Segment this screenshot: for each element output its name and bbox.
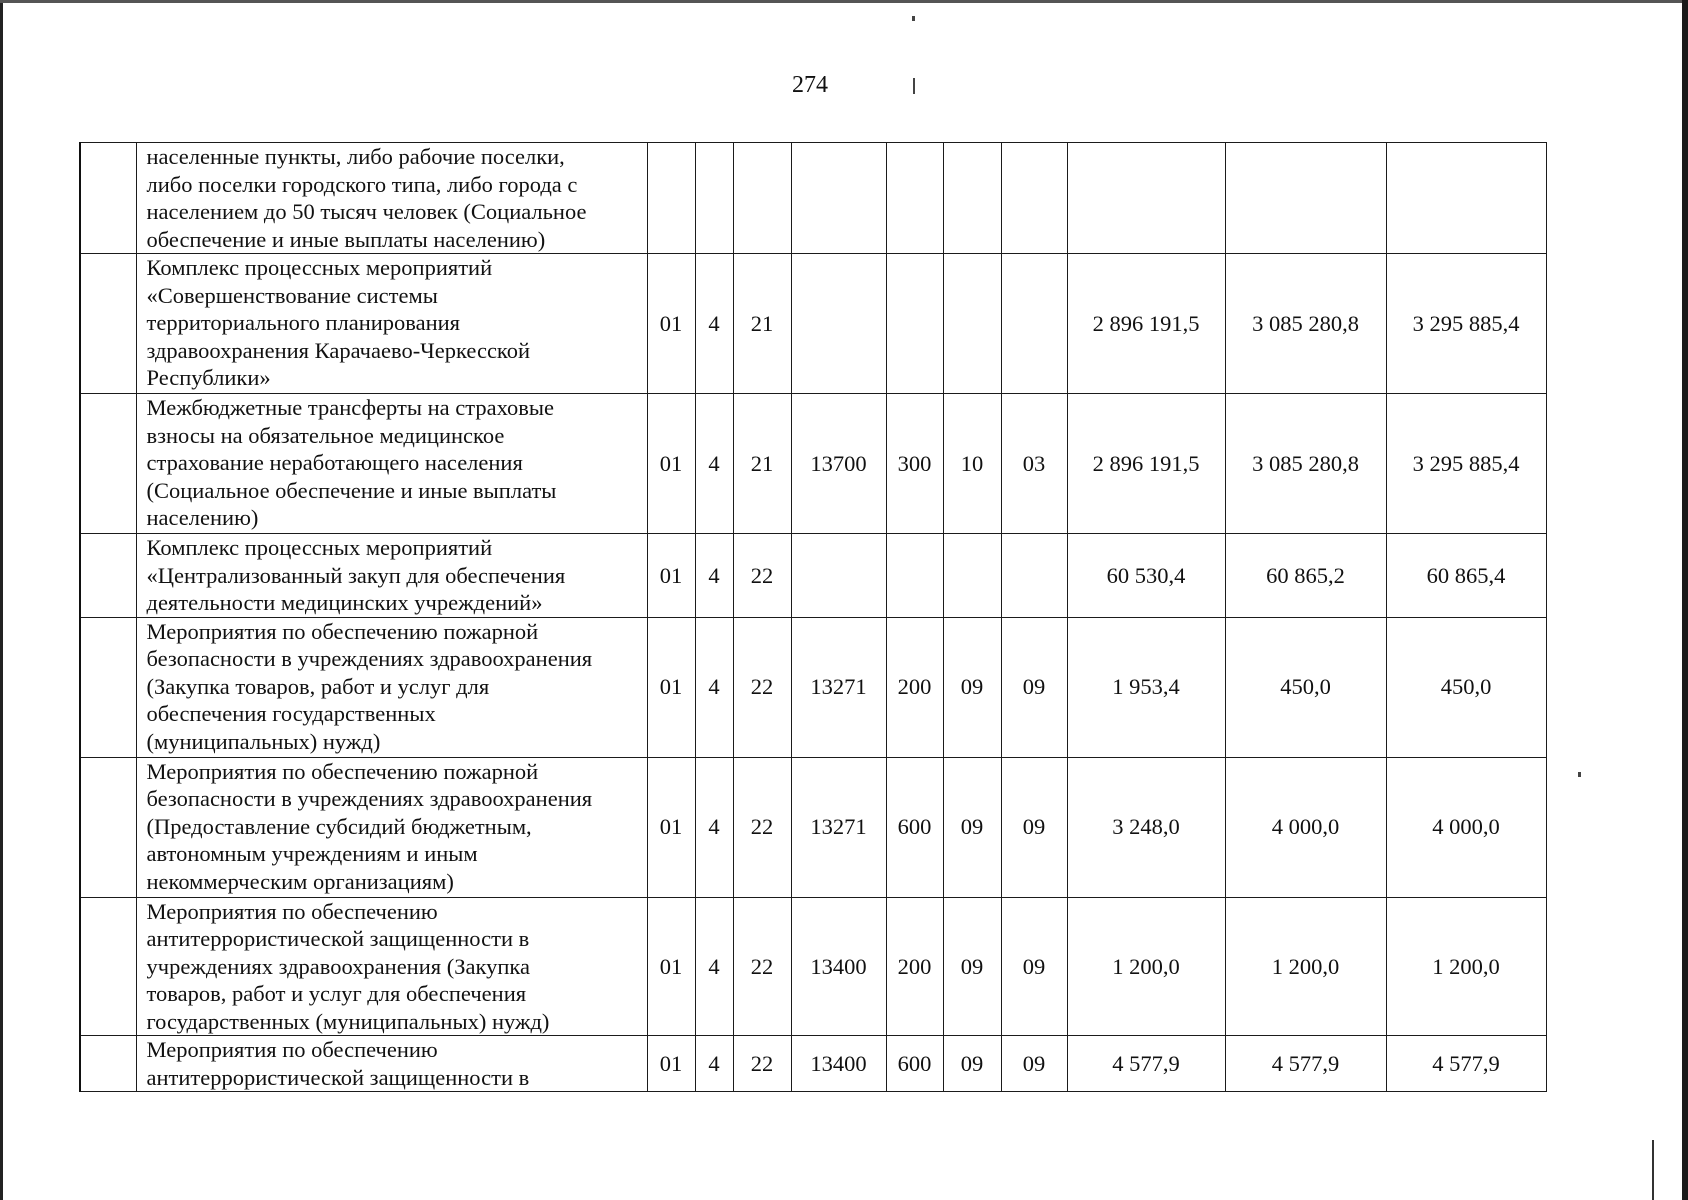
table-row [80, 143, 1546, 254]
description-line: Мероприятия по обеспечению [146, 1037, 438, 1062]
description-cell [136, 757, 647, 897]
description-line: территориального планирования [146, 310, 461, 335]
description-line: государственных (муниципальных) нужд) [146, 1008, 550, 1034]
section-code-cell [943, 143, 1001, 254]
direction-code-cell: 13700 [791, 394, 886, 534]
row-number-cell [80, 254, 136, 394]
description-line: населенные пункты, либо рабочие поселки, [146, 144, 565, 169]
description-line: обеспечение и иные выплаты населению) [146, 226, 546, 252]
direction-code-cell [791, 254, 886, 394]
row-number-cell [80, 1036, 136, 1092]
section-code-cell: 09 [943, 617, 1001, 757]
description-line: товаров, работ и услуг для обеспечения [146, 981, 527, 1006]
description-cell [136, 897, 647, 1036]
description-line: Комплекс процессных мероприятий [146, 255, 493, 280]
subsection-code-cell [1001, 143, 1067, 254]
row-number-cell [80, 534, 136, 618]
subprogram-code-cell: 4 [695, 897, 733, 1036]
amount-year-2-cell: 3 085 280,8 [1225, 394, 1386, 534]
subsection-code-cell: 03 [1001, 394, 1067, 534]
activity-code-cell: 22 [733, 617, 791, 757]
subprogram-code-cell: 4 [695, 1036, 733, 1092]
description-line: учреждениях здравоохранения (Закупка [146, 953, 530, 979]
program-code-cell: 01 [647, 394, 695, 534]
expense-type-code-cell: 300 [886, 394, 943, 534]
direction-code-cell [791, 534, 886, 618]
description-cell [136, 394, 647, 534]
amount-year-2-cell: 60 865,2 [1225, 534, 1386, 618]
description-line: обеспечения государственных [146, 701, 436, 726]
activity-code-cell: 21 [733, 254, 791, 394]
amount-year-2-cell: 4 000,0 [1225, 757, 1386, 897]
description-line: некоммерческим организациям) [146, 868, 454, 894]
subsection-code-cell [1001, 534, 1067, 618]
description-line: Мероприятия по обеспечению пожарной [146, 758, 539, 784]
row-number-cell [80, 617, 136, 757]
scan-speck [1578, 772, 1581, 777]
direction-code-cell: 13271 [791, 757, 886, 897]
amount-year-2-cell: 3 085 280,8 [1225, 254, 1386, 394]
expense-type-code-cell [886, 254, 943, 394]
description-cell [136, 617, 647, 757]
description-line: населением до 50 тысяч человек (Социальное [146, 199, 587, 224]
table-row [80, 757, 1546, 897]
description-line: «Централизованный закуп для обеспечения [146, 562, 566, 588]
amount-year-3-cell: 1 200,0 [1386, 897, 1546, 1036]
amount-year-3-cell: 3 295 885,4 [1386, 254, 1546, 394]
description-line: (муниципальных) нужд) [146, 728, 381, 754]
section-code-cell [943, 254, 1001, 394]
amount-year-2-cell [1225, 143, 1386, 254]
subprogram-code-cell: 4 [695, 617, 733, 757]
amount-year-1-cell: 4 577,9 [1067, 1036, 1225, 1092]
description-line: здравоохранения Карачаево-Черкесской [146, 337, 531, 363]
description-line: деятельности медицинских учреждений» [146, 590, 543, 615]
description-line: (Социальное обеспечение и иные выплаты [146, 477, 557, 503]
description-cell [136, 1036, 647, 1092]
amount-year-1-cell [1067, 143, 1225, 254]
subprogram-code-cell: 4 [695, 534, 733, 618]
subsection-code-cell: 09 [1001, 897, 1067, 1036]
description-line: автономным учреждениям и иным [146, 841, 478, 866]
description-cell [136, 143, 647, 254]
table-row [80, 897, 1546, 1036]
program-code-cell: 01 [647, 534, 695, 618]
row-number-cell [80, 394, 136, 534]
row-number-cell [80, 897, 136, 1036]
amount-year-2-cell: 450,0 [1225, 617, 1386, 757]
table-row [80, 534, 1546, 618]
expense-type-code-cell: 200 [886, 897, 943, 1036]
section-code-cell: 09 [943, 897, 1001, 1036]
subprogram-code-cell: 4 [695, 394, 733, 534]
amount-year-1-cell: 1 953,4 [1067, 617, 1225, 757]
amount-year-3-cell [1386, 143, 1546, 254]
scan-frame-left [0, 0, 3, 1200]
subsection-code-cell: 09 [1001, 757, 1067, 897]
description-line: (Закупка товаров, работ и услуг для [146, 673, 490, 699]
activity-code-cell: 22 [733, 534, 791, 618]
budget-table [79, 142, 1547, 1092]
program-code-cell: 01 [647, 254, 695, 394]
table-row [80, 394, 1546, 534]
expense-type-code-cell: 600 [886, 1036, 943, 1092]
subprogram-code-cell [695, 143, 733, 254]
description-line: антитеррористической защищенности в [146, 1064, 530, 1090]
subprogram-code-cell: 4 [695, 254, 733, 394]
expense-type-code-cell: 600 [886, 757, 943, 897]
scan-frame-right [1682, 0, 1688, 1200]
amount-year-3-cell: 4 577,9 [1386, 1036, 1546, 1092]
description-cell [136, 254, 647, 394]
program-code-cell: 01 [647, 617, 695, 757]
direction-code-cell: 13271 [791, 617, 886, 757]
amount-year-2-cell: 1 200,0 [1225, 897, 1386, 1036]
direction-code-cell: 13400 [791, 1036, 886, 1092]
description-line: взносы на обязательное медицинское [146, 422, 505, 448]
activity-code-cell: 22 [733, 897, 791, 1036]
program-code-cell [647, 143, 695, 254]
amount-year-1-cell: 3 248,0 [1067, 757, 1225, 897]
section-code-cell: 09 [943, 1036, 1001, 1092]
amount-year-1-cell: 2 896 191,5 [1067, 394, 1225, 534]
amount-year-3-cell: 60 865,4 [1386, 534, 1546, 618]
section-code-cell [943, 534, 1001, 618]
description-line: Республики» [146, 365, 271, 390]
activity-code-cell: 21 [733, 394, 791, 534]
expense-type-code-cell: 200 [886, 617, 943, 757]
section-code-cell: 10 [943, 394, 1001, 534]
description-line: безопасности в учреждениях здравоохранения [146, 646, 593, 671]
description-line: Мероприятия по обеспечению пожарной [146, 618, 539, 644]
section-code-cell: 09 [943, 757, 1001, 897]
activity-code-cell [733, 143, 791, 254]
activity-code-cell: 22 [733, 757, 791, 897]
description-line: «Совершенствование системы [146, 282, 438, 308]
budget-table-body [80, 143, 1546, 1092]
subsection-code-cell [1001, 254, 1067, 394]
description-line: Мероприятия по обеспечению [146, 898, 438, 924]
program-code-cell: 01 [647, 897, 695, 1036]
subsection-code-cell: 09 [1001, 617, 1067, 757]
expense-type-code-cell [886, 143, 943, 254]
description-line: Комплекс процессных мероприятий [146, 535, 493, 560]
subprogram-code-cell: 4 [695, 757, 733, 897]
program-code-cell: 01 [647, 757, 695, 897]
scan-frame-top [0, 0, 1688, 3]
activity-code-cell: 22 [733, 1036, 791, 1092]
subsection-code-cell: 09 [1001, 1036, 1067, 1092]
description-line: либо поселки городского типа, либо города с [146, 171, 578, 197]
description-line: антитеррористической защищенности в [146, 926, 530, 951]
description-line: (Предоставление субсидий бюджетным, [146, 813, 532, 839]
direction-code-cell [791, 143, 886, 254]
amount-year-1-cell: 60 530,4 [1067, 534, 1225, 618]
row-number-cell [80, 143, 136, 254]
program-code-cell: 01 [647, 1036, 695, 1092]
description-line: Межбюджетные трансферты на страховые [146, 395, 554, 420]
amount-year-3-cell: 450,0 [1386, 617, 1546, 757]
scan-speck [913, 78, 915, 94]
amount-year-1-cell: 2 896 191,5 [1067, 254, 1225, 394]
amount-year-3-cell: 3 295 885,4 [1386, 394, 1546, 534]
amount-year-2-cell: 4 577,9 [1225, 1036, 1386, 1092]
table-row [80, 1036, 1546, 1092]
scan-frame-mark [1652, 1140, 1654, 1200]
page-number: 274 [792, 72, 828, 98]
expense-type-code-cell [886, 534, 943, 618]
description-cell [136, 534, 647, 618]
description-line: страхование неработающего населения [146, 450, 523, 475]
description-line: безопасности в учреждениях здравоохранения [146, 786, 593, 811]
scan-speck [912, 16, 915, 21]
table-row [80, 617, 1546, 757]
direction-code-cell: 13400 [791, 897, 886, 1036]
table-row [80, 254, 1546, 394]
amount-year-1-cell: 1 200,0 [1067, 897, 1225, 1036]
amount-year-3-cell: 4 000,0 [1386, 757, 1546, 897]
row-number-cell [80, 757, 136, 897]
description-line: населению) [146, 505, 259, 530]
